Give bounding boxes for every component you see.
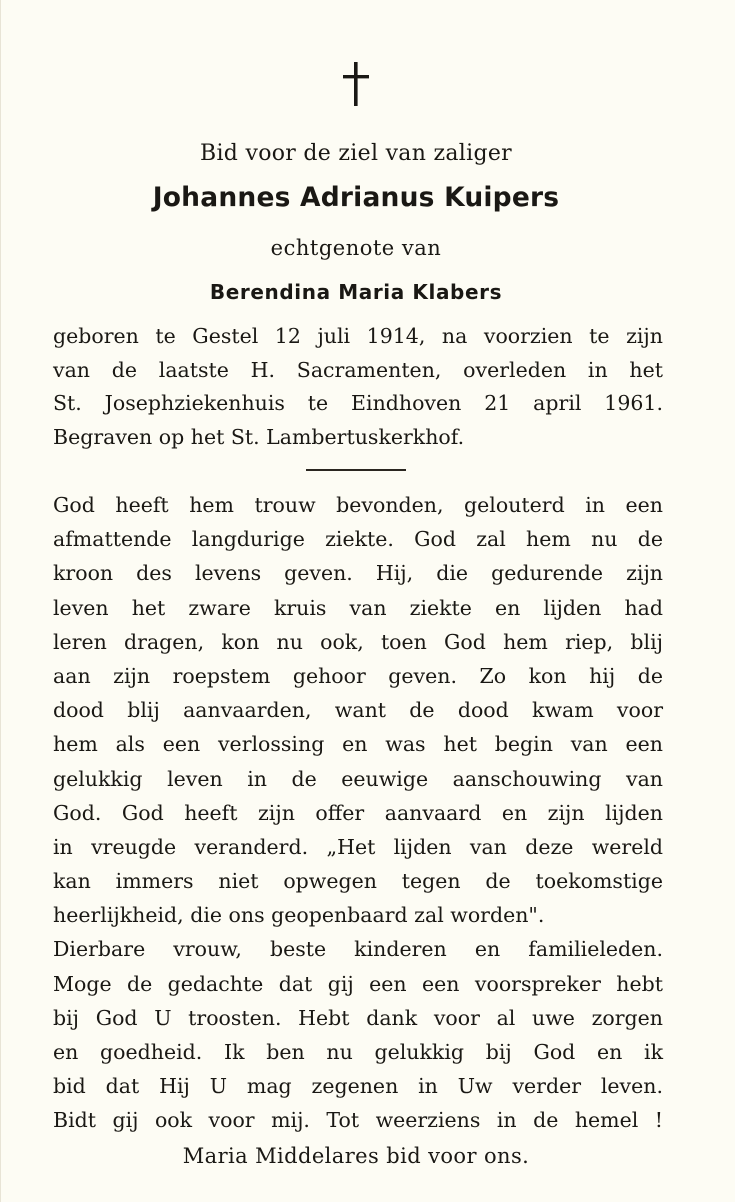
memorial-text-line: in vreugde veranderd. „Het lijden van deze wereld [53,834,663,859]
biography-line: van de laatste H. Sacramenten, overleden in het [53,357,663,382]
memorial-text-line: dood blij aanvaarden, want de dood kwam voor [53,698,663,723]
spouse-name: Berendina Maria Klabers [209,280,503,304]
biography-line: St. Josephziekenhuis te Eindhoven 21 april 1961. [53,391,663,415]
opening-line: Bid voor de ziel van zaliger [200,141,512,166]
memorial-text-line: Dierbare vrouw, beste kinderen en familieleden. [53,937,663,962]
cross-glyph [341,58,371,112]
memorial-text-line: bij God U troosten. Hebt dank voor al uwe zorgen [53,1005,663,1030]
memorial-text-line: Bidt gij ook voor mij. Tot weerziens in de hemel ! [53,1108,663,1133]
memorial-text-line: en goedheid. Ik ben nu gelukkig bij God en ik [53,1040,663,1064]
memorial-text-line: afmattende langdurige ziekte. God zal hem nu de [53,527,663,552]
memorial-text-line: kan immers niet opwegen tegen de toekomstige [53,869,663,894]
memorial-text-line: heerlijkheid, die ons geopenbaard zal worden". [53,903,545,928]
memorial-text-line: God. God heeft zijn offer aanvaard en zijn lijden [53,800,663,825]
biography-line: Begraven op het St. Lambertuskerkhof. [53,424,465,449]
memorial-text-line: aan zijn roepstem gehoor geven. Zo kon hij de [53,663,663,688]
biography-paragraph [53,320,663,454]
closing-prayer: Maria Middelares bid voor ons. [182,1144,530,1168]
memorial-text-line: leren dragen, kon nu ook, toen God hem riep, blij [53,629,663,654]
deceased-name: Johannes Adrianus Kuipers [152,182,560,213]
latin-cross-icon [1,58,711,112]
memorial-text-line: leven het zware kruis van ziekte en lijden had [53,595,663,620]
memorial-text-line: gelukkig leven in de eeuwige aanschouwing van [53,766,663,791]
memorial-text-line: God heeft hem trouw bevonden, gelouterd in een [53,493,663,517]
divider-rule [306,469,406,471]
biography-line: geboren te Gestel 12 juli 1914, na voorzien te zijn [53,324,663,348]
memorial-text-line: bid dat Hij U mag zegenen in Uw verder leven. [53,1074,663,1099]
memorial-text-line: kroon des levens geven. Hij, die gedurende zijn [53,561,663,586]
memorial-text-line: hem als een verlossing en was het begin van een [53,732,663,757]
relation-line: echtgenote van [270,236,442,260]
memorial-text-line: Moge de gedachte dat gij een een voorspreker hebt [53,971,663,996]
memorial-text [53,488,663,1138]
